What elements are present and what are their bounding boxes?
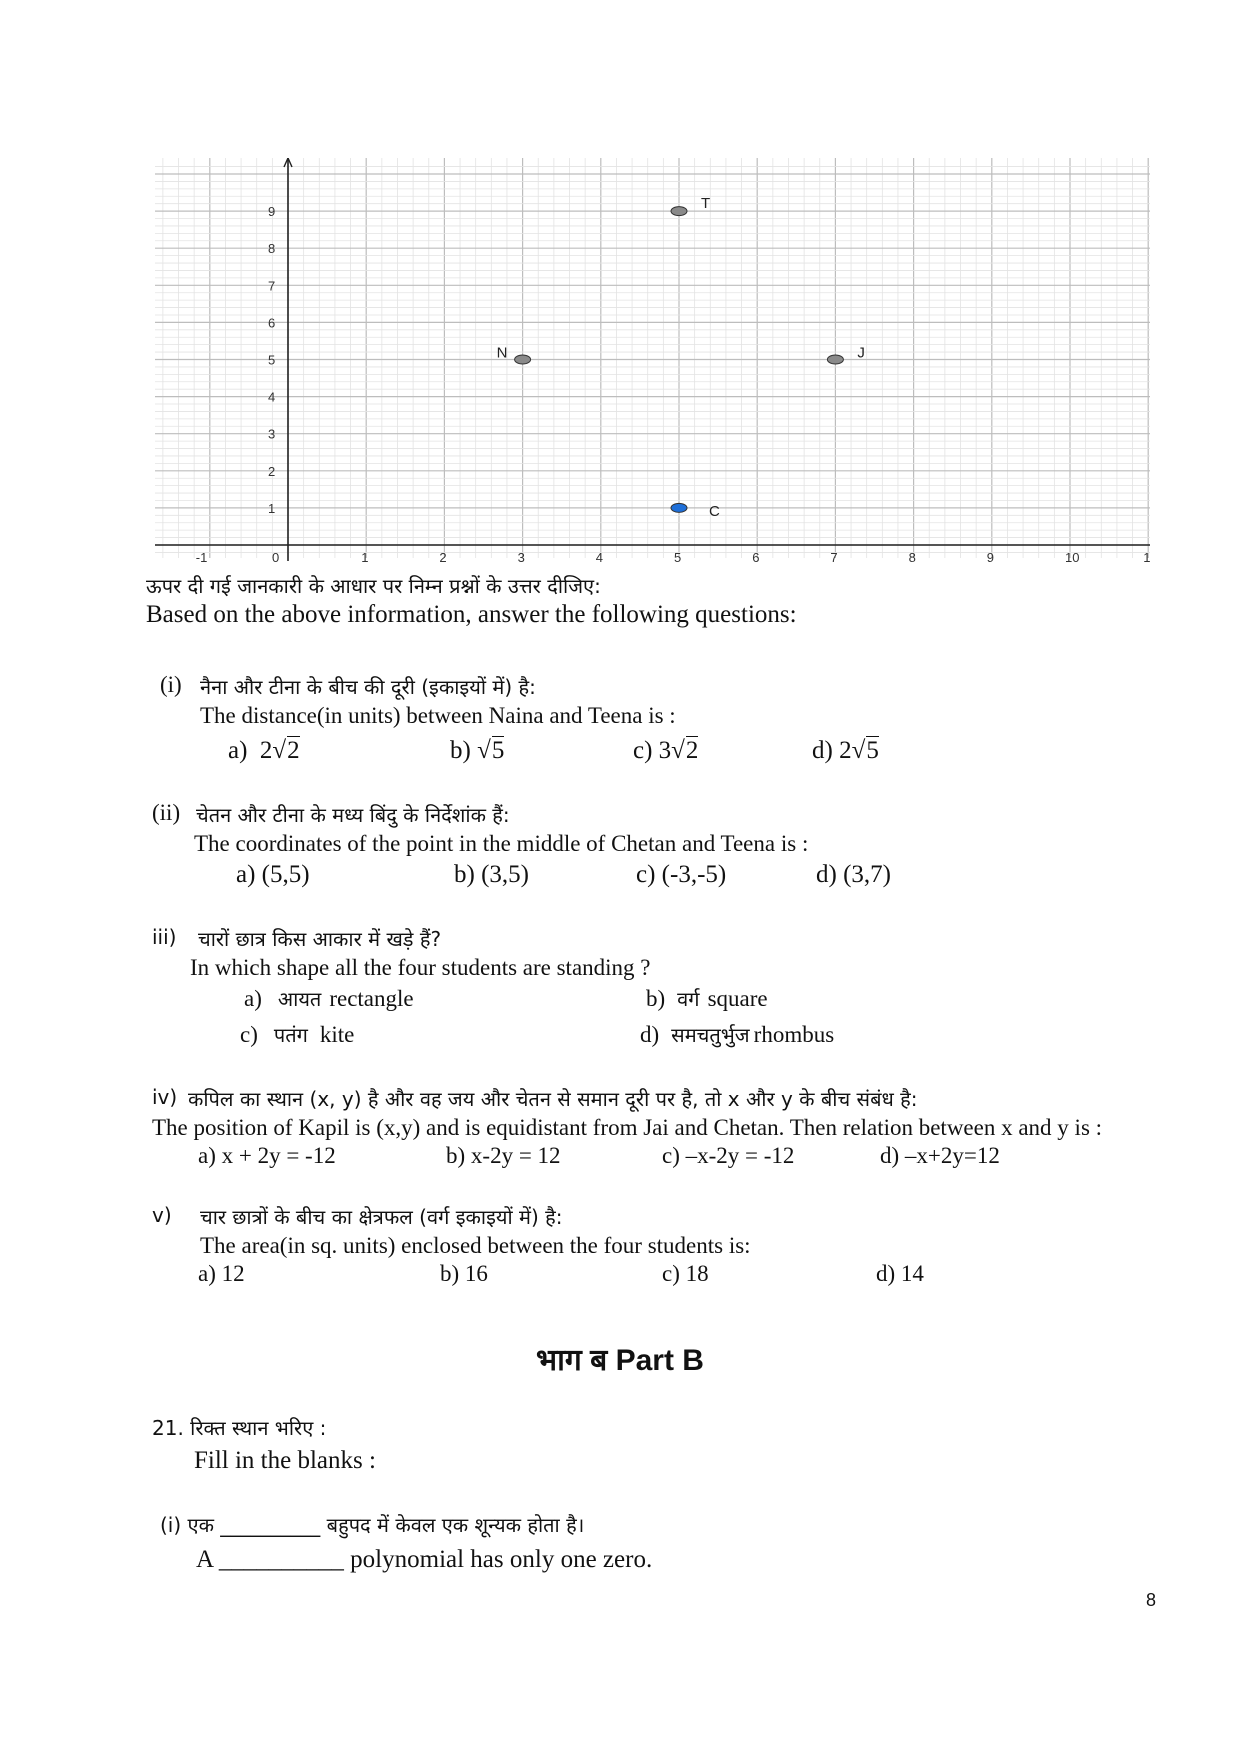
q3-option-a	[244, 985, 414, 1012]
q4-option-d: d) –x+2y=12	[880, 1143, 1000, 1168]
q2-hindi: चेतन और टीना के मध्य बिंदु के निर्देशांक हैं:	[196, 803, 510, 827]
point-j	[827, 355, 843, 364]
option-coef: 3	[658, 737, 672, 764]
x-tick-label: 2	[439, 550, 447, 563]
x-tick-label: 10	[1065, 550, 1080, 563]
q3-hindi: चारों छात्र किस आकार में खड़े हैं?	[198, 927, 442, 951]
q21-i-english: A __________ polynomial has only one zero.	[196, 1546, 653, 1573]
q1-option-c: c) 3√2	[633, 737, 699, 764]
option-hindi: वर्ग	[677, 987, 700, 1011]
q2-option-d: d) (3,7)	[816, 861, 891, 888]
q21-hindi: 21. रिक्त स्थान भरिए :	[152, 1416, 327, 1440]
y-tick-label: 7	[268, 278, 276, 294]
q4-hindi: कपिल का स्थान (x, y) है और वह जय और चेतन से समान दूरी पर है, तो x और y के बीच संबंध है:	[188, 1087, 918, 1111]
y-tick-label: 4	[268, 389, 276, 405]
x-tick-label: 9	[986, 550, 995, 563]
q1-number: (i)	[160, 672, 182, 697]
option-english: square	[707, 986, 768, 1011]
q5-number: v)	[152, 1203, 172, 1227]
q1-hindi: नैना और टीना के बीच की दूरी (इकाइयों में) है:	[200, 675, 536, 699]
x-tick-label: 3	[517, 550, 525, 563]
x-tick-label: 4	[595, 550, 604, 563]
y-tick-label: 6	[268, 315, 276, 331]
point-label: C	[709, 502, 720, 520]
intro-hindi: ऊपर दी गई जानकारी के आधार पर निम्न प्रश्नों के उत्तर दीजिए:	[146, 574, 601, 598]
point-t	[671, 207, 687, 216]
coordinate-graph	[155, 158, 1155, 563]
q21-english: Fill in the blanks :	[194, 1447, 376, 1474]
x-tick-label: 0	[272, 550, 280, 563]
q2-option-a: a) (5,5)	[236, 861, 310, 888]
q5-option-d: d) 14	[876, 1261, 924, 1286]
intro-english: Based on the above information, answer the following questions:	[146, 601, 797, 628]
q4-option-c: c) –x-2y = -12	[662, 1143, 795, 1168]
x-tick-label: 8	[908, 550, 916, 563]
q2-english: The coordinates of the point in the middle of Chetan and Teena is :	[194, 831, 809, 856]
x-tick-label: 1	[1143, 550, 1151, 563]
option-label: c)	[633, 737, 653, 764]
option-radicand: 2	[287, 737, 300, 764]
q5-option-c: c) 18	[662, 1261, 709, 1286]
q4-english: The position of Kapil is (x,y) and is equidistant from Jai and Chetan. Then relation between x and y is :	[152, 1115, 1103, 1140]
q2-option-b: b) (3,5)	[454, 861, 529, 888]
option-english: rhombus	[753, 1022, 835, 1047]
option-radicand: 5	[491, 737, 505, 764]
option-label: d)	[812, 737, 833, 764]
q1-option-d: d) 2√5	[812, 737, 879, 764]
q4-option-b: b) x-2y = 12	[446, 1143, 561, 1168]
y-tick-label: 8	[268, 241, 276, 257]
option-label: b)	[450, 737, 471, 764]
q21-i-hindi: (i) एक __________ बहुपद में केवल एक शून्यक होता है।	[160, 1513, 585, 1537]
point-label: J	[857, 344, 865, 362]
q3-number: iii)	[152, 925, 177, 949]
option-label: b)	[646, 986, 666, 1011]
x-tick-label: 7	[830, 550, 838, 563]
option-coef: 2	[839, 737, 852, 764]
q5-option-b: b) 16	[440, 1261, 488, 1286]
q3-option-b	[646, 985, 768, 1012]
y-tick-label: 3	[268, 426, 276, 442]
q5-english: The area(in sq. units) enclosed between the four students is:	[200, 1233, 751, 1258]
option-radicand: 5	[866, 737, 879, 764]
option-radicand: 2	[685, 737, 699, 764]
y-tick-label: 2	[268, 463, 276, 479]
option-label: d)	[640, 1022, 660, 1047]
point-n	[515, 355, 531, 364]
option-english: kite	[319, 1022, 355, 1047]
q5-hindi: चार छात्रों के बीच का क्षेत्रफल (वर्ग इकाइयों में) है:	[200, 1205, 563, 1229]
option-hindi: समचतुर्भुज	[671, 1023, 750, 1047]
q2-option-c: c) (-3,-5)	[636, 861, 727, 888]
option-coef: 2	[259, 737, 273, 764]
q1-option-a: a) 2√2	[228, 737, 300, 764]
option-english: rectangle	[329, 986, 414, 1011]
q4-number: iv)	[152, 1085, 178, 1109]
x-tick-label: -1	[195, 550, 208, 563]
x-tick-label: 1	[361, 550, 369, 563]
point-c	[671, 503, 687, 512]
q4-option-a: a) x + 2y = -12	[198, 1143, 336, 1168]
q2-number: (ii)	[152, 800, 181, 825]
page-number: 8	[1146, 1590, 1157, 1610]
x-tick-label: 6	[752, 550, 760, 563]
point-label: N	[496, 344, 508, 362]
q1-english: The distance(in units) between Naina and Teena is :	[200, 703, 676, 728]
q5-option-a: a) 12	[198, 1261, 245, 1286]
option-label: a)	[244, 986, 262, 1011]
part-b-heading: भाग ब Part B	[536, 1344, 704, 1377]
y-tick-label: 9	[268, 204, 276, 220]
point-label: T	[701, 195, 711, 213]
option-label: a)	[228, 737, 248, 764]
q3-option-d	[640, 1021, 834, 1048]
q3-english: In which shape all the four students are standing ?	[190, 955, 651, 980]
option-hindi: पतंग	[273, 1023, 308, 1047]
option-label: c)	[240, 1022, 258, 1047]
q1-option-b: b) √5	[450, 737, 505, 764]
y-tick-label: 5	[268, 352, 276, 368]
x-tick-label: 5	[674, 550, 682, 563]
option-hindi: आयत	[277, 987, 322, 1011]
q3-option-c	[240, 1021, 354, 1048]
y-tick-label: 1	[268, 500, 276, 516]
